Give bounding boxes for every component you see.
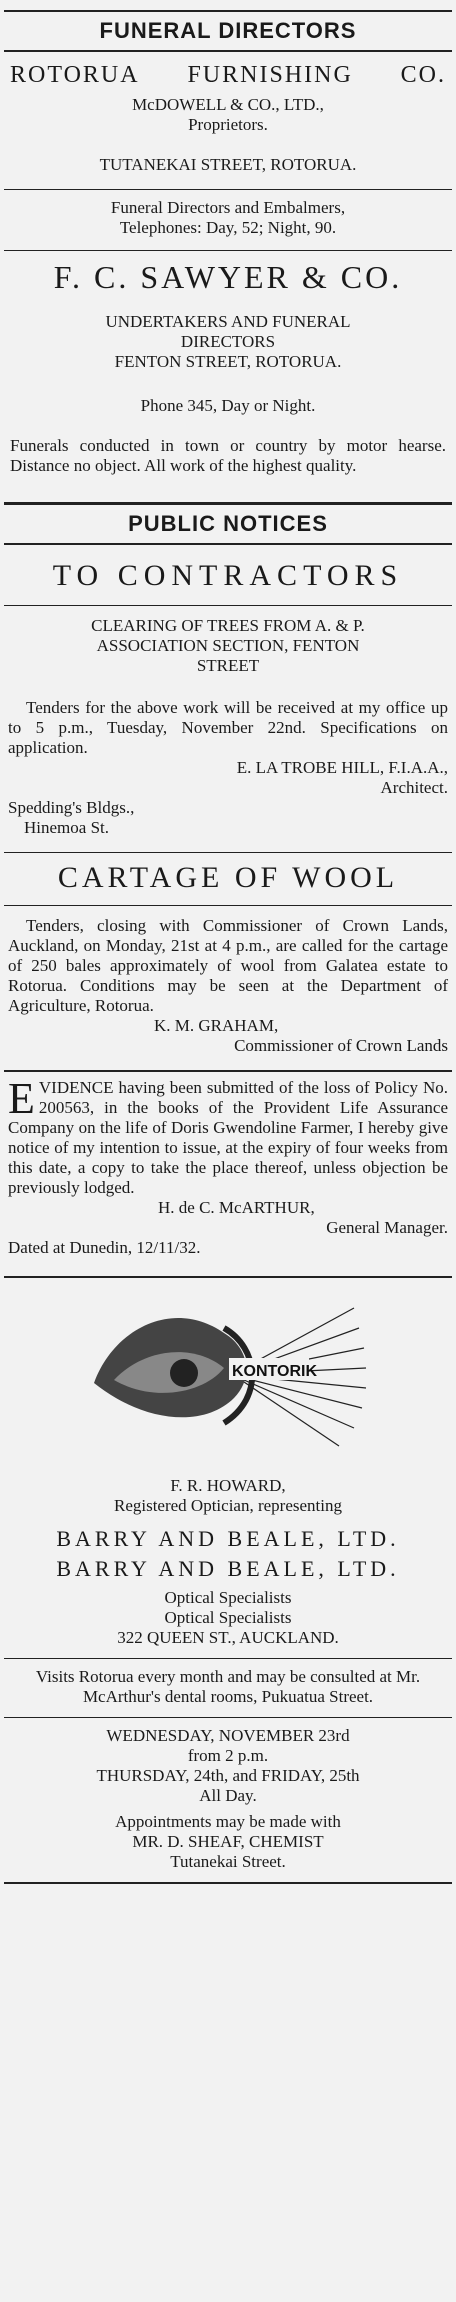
dates-4: All Day.	[199, 1786, 257, 1805]
eye-logo-icon	[74, 1288, 374, 1458]
contractors-body: Tenders for the above work will be received at my office up to 5 p.m., Tuesday, November 22nd. Specifications on application.	[8, 698, 448, 757]
contractors-subtitle-2: ASSOCIATION SECTION, FENTON	[96, 636, 360, 655]
contractors-title: TO CONTRACTORS	[52, 559, 404, 592]
funeral-section	[4, 10, 452, 476]
name-part-furnishing: FURNISHING	[187, 62, 353, 88]
evidence-signer: H. de C. McARTHUR,	[158, 1198, 315, 1217]
contractors-address-1: Spedding's Bldgs.,	[8, 798, 135, 817]
sawyer-line-1: UNDERTAKERS AND FUNERAL	[105, 312, 351, 331]
specialists-1: Optical Specialists	[164, 1588, 292, 1607]
sawyer-body: Funerals conducted in town or country by motor hearse. Distance no object. All work of the highest quality.	[10, 436, 446, 475]
logo-text: KONTORIK	[232, 1363, 318, 1380]
rotorua-services-1: Funeral Directors and Embalmers,	[110, 198, 346, 217]
sawyer-line-3: FENTON STREET, ROTORUA.	[114, 352, 342, 371]
rotorua-furnishing-ad	[4, 62, 452, 238]
firm-line-2: BARRY AND BEALE, LTD.	[56, 1556, 400, 1581]
wool-notice	[4, 861, 452, 1056]
appointments-2: MR. D. SHEAF, CHEMIST	[132, 1832, 324, 1851]
notices-heading: PUBLIC NOTICES	[128, 511, 328, 536]
evidence-body: VIDENCE having been submitted of the loss of Policy No. 200563, in the books of the Provident Life Assurance Company on the life of Doris Gwendoline Farmer, I hereby give notice of my intention to issue, at the expiry of four weeks from this date, a copy to take the place thereof, unless objection be previously lodged.	[8, 1078, 448, 1197]
sawyer-ad	[4, 259, 452, 476]
evidence-signer-title: General Manager.	[326, 1218, 448, 1237]
appointments-3: Tutanekai Street.	[170, 1852, 286, 1871]
optician-name: F. R. HOWARD,	[170, 1476, 286, 1495]
wool-signer: K. M. GRAHAM,	[154, 1016, 279, 1035]
sawyer-line-2: DIRECTORS	[180, 332, 276, 351]
optician-ad	[4, 1288, 452, 1872]
contractors-notice	[4, 559, 452, 838]
rotorua-services-2: Telephones: Day, 52; Night, 90.	[119, 218, 337, 237]
name-part-co: CO.	[400, 62, 446, 88]
wool-signer-title: Commissioner of Crown Lands	[234, 1036, 448, 1055]
contractors-address-2: Hinemoa St.	[24, 818, 109, 837]
contractors-subtitle-1: CLEARING OF TREES FROM A. & P.	[91, 616, 365, 635]
wool-body: Tenders, closing with Commissioner of Crown Lands, Auckland, on Monday, 21st at 4 p.m., are called for the cartage of 250 bales approximately of wool from Galatea estate to Rotorua. Conditions may be seen at the Department of Agriculture, Rotorua.	[8, 916, 448, 1015]
name-part-rotorua: ROTORUA	[10, 62, 140, 88]
optician-address: 322 QUEEN ST., AUCKLAND.	[117, 1628, 339, 1647]
kontorik-logo	[4, 1288, 452, 1458]
newspaper-page	[0, 10, 456, 2302]
dates-1: WEDNESDAY, NOVEMBER 23rd	[106, 1726, 350, 1745]
appointments-1: Appointments may be made with	[115, 1812, 341, 1831]
specialists-2: Optical Specialists	[164, 1608, 292, 1627]
dates-2: from 2 p.m.	[187, 1746, 269, 1765]
contractors-signer-title: Architect.	[380, 778, 448, 797]
evidence-notice	[4, 1072, 452, 1258]
firm-line-1: BARRY AND BEALE, LTD.	[56, 1526, 400, 1551]
sawyer-phone: Phone 345, Day or Night.	[140, 396, 316, 415]
rotorua-role: Proprietors.	[188, 115, 268, 134]
evidence-dated: Dated at Dunedin, 12/11/32.	[8, 1238, 201, 1257]
rotorua-address: TUTANEKAI STREET, ROTORUA.	[99, 155, 357, 174]
wool-title: CARTAGE OF WOOL	[57, 861, 399, 894]
dates-3: THURSDAY, 24th, and FRIDAY, 25th	[96, 1766, 360, 1785]
evidence-dropcap: E	[8, 1074, 35, 1123]
evidence-paragraph	[8, 1074, 448, 1198]
contractors-subtitle-3: STREET	[196, 656, 260, 675]
rotorua-owner: McDOWELL & CO., LTD.,	[132, 95, 324, 114]
optician-role: Registered Optician, representing	[113, 1496, 342, 1515]
rotorua-furnishing-name	[4, 62, 452, 89]
visits-text: Visits Rotorua every month and may be consulted at Mr. McArthur's dental rooms, Pukuatua Street.	[35, 1667, 421, 1706]
sawyer-name: F. C. SAWYER & CO.	[53, 259, 403, 295]
funeral-heading: FUNERAL DIRECTORS	[99, 18, 357, 43]
contractors-signer: E. LA TROBE HILL, F.I.A.A.,	[236, 758, 448, 777]
